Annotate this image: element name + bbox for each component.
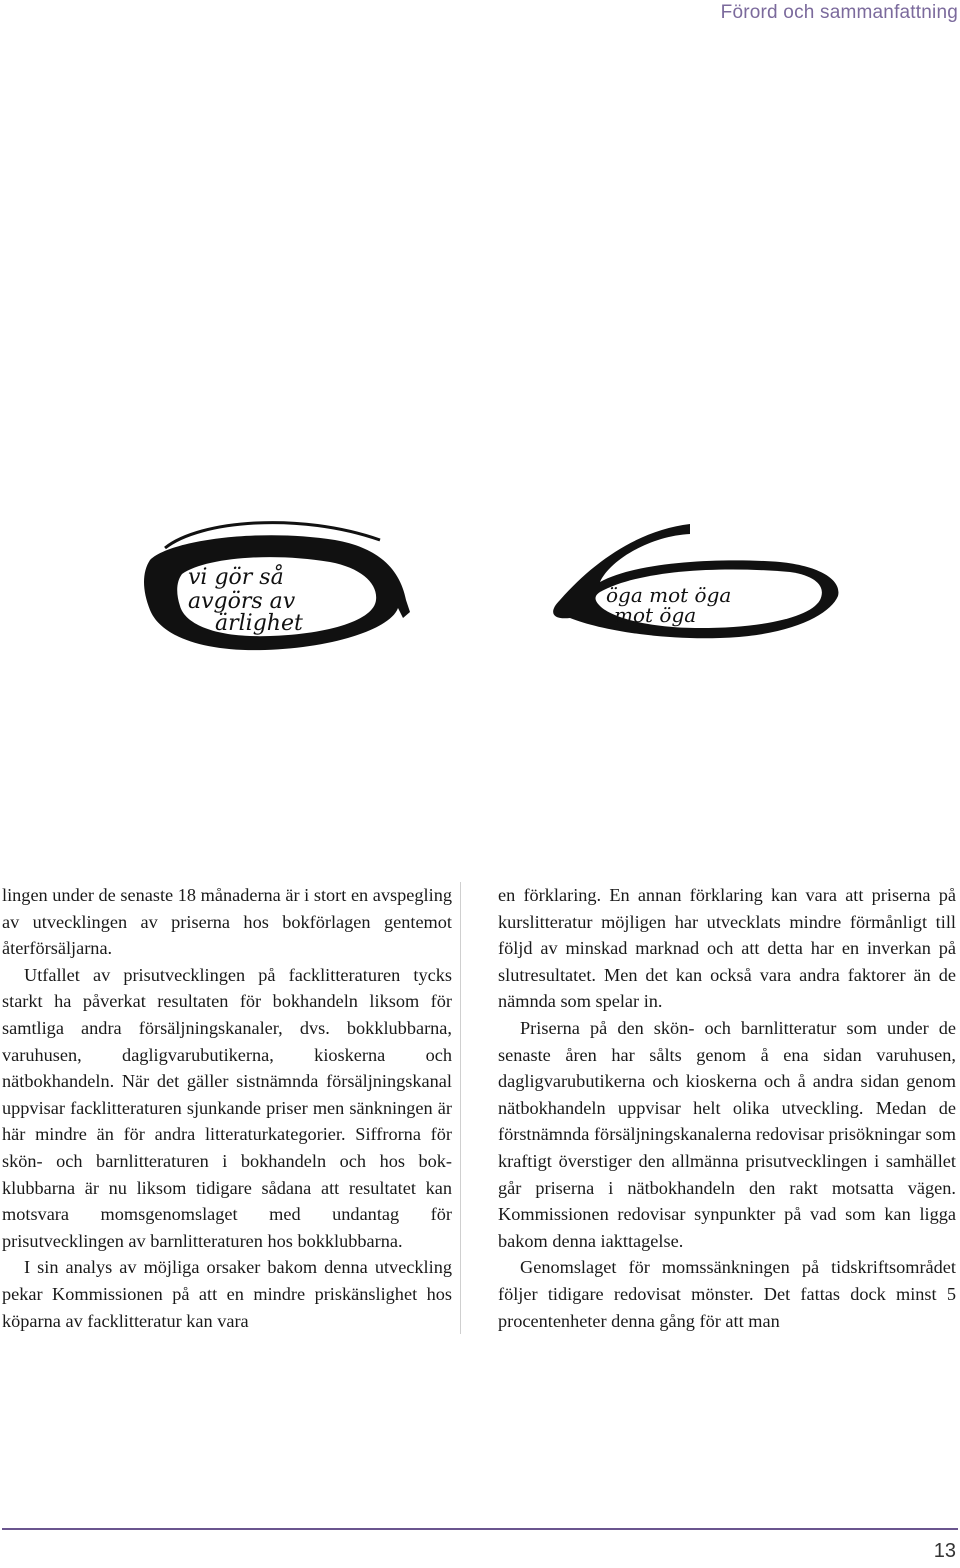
paragraph: Utfallet av prisutvecklingen på facklitteraturen tycks starkt ha påverkat resultaten för bokhandeln liksom för samtliga andra försäljningskanaler, dvs. bokklubbarna, varuhusen, dagligvarubutikerna, kioskerna och nätbokhandeln. När det gäller sistnämnda försäljningskanal uppvisar facklitteraturen sjunkande priser men sänkningen är här mindre än för andra litteraturkategorier. Siffrorna för skön- och barnlitteraturen i bokhandeln och hos bokklubbarna är nu liksom tidigare sådana att resultatet kan motsvara momsgenomslaget med undantag för prisutvecklingen av barnlitteraturen hos bokklubbarna. <box>2 964 452 1251</box>
paragraph: en förklaring. En annan förklaring kan vara att priserna på kurslitteratur möjligen har utvecklats mindre förmånligt till följd av minskad marknad och att detta har en inverkan på slutresultatet. Men det kan också vara andra faktorer än de nämnda som spelar in. <box>498 885 956 1012</box>
right-eye-script-line-2: mot öga <box>614 603 697 627</box>
page-number: 13 <box>933 1540 956 1562</box>
left-eye-drawing <box>144 523 410 651</box>
paragraph: Genomslaget för momssänkningen på tidskriftsområdet följer tidigare redovisat mönster. Det fattas dock minst 5 procentenheter denna gång för att man <box>498 1257 956 1331</box>
text-column-left <box>2 882 461 1334</box>
paragraph: lingen under de senaste 18 månaderna är i stort en avspegling av utvecklingen av priserna hos bokförlagen gentemot återförsäljarna. <box>2 885 452 959</box>
paragraph: I sin analys av möjliga orsaker bakom denna utveckling pekar Kommissionen på att en mindre priskänslighet hos köparna av facklitteratur kan vara <box>2 1257 452 1331</box>
right-eye-drawing <box>553 524 838 638</box>
left-eye-script-line-1: vi gör så <box>188 565 284 590</box>
left-eye-script-line-3: ärlighet <box>215 611 303 636</box>
left-eye-script-line-2: avgörs av <box>188 589 296 614</box>
running-header: Förord och sammanfattning <box>720 2 958 23</box>
text-column-right <box>498 882 956 1334</box>
footer-divider <box>2 1528 958 1530</box>
paragraph: Priserna på den skön- och barnlitteratur som under de senaste åren har sålts genom å ena sidan varuhusen, dagligvarubutikerna och kioskerna och å andra sidan genom nätbokhandeln uppvisar helt olika utveckling. Medan de förstnämnda försäljningskanalerna redovisar prisökningar som kraftigt överstiger den allmänna prisutvecklingen i samhället går priserna i nätbokhandeln den rakt motsatta vägen. Kommissionen redovisar synpunkter på vad som kan ligga bakom denna iakttagelse. <box>498 1017 956 1251</box>
right-eye-script-line-1: öga mot öga <box>606 583 732 607</box>
eyes-illustration <box>0 500 960 660</box>
